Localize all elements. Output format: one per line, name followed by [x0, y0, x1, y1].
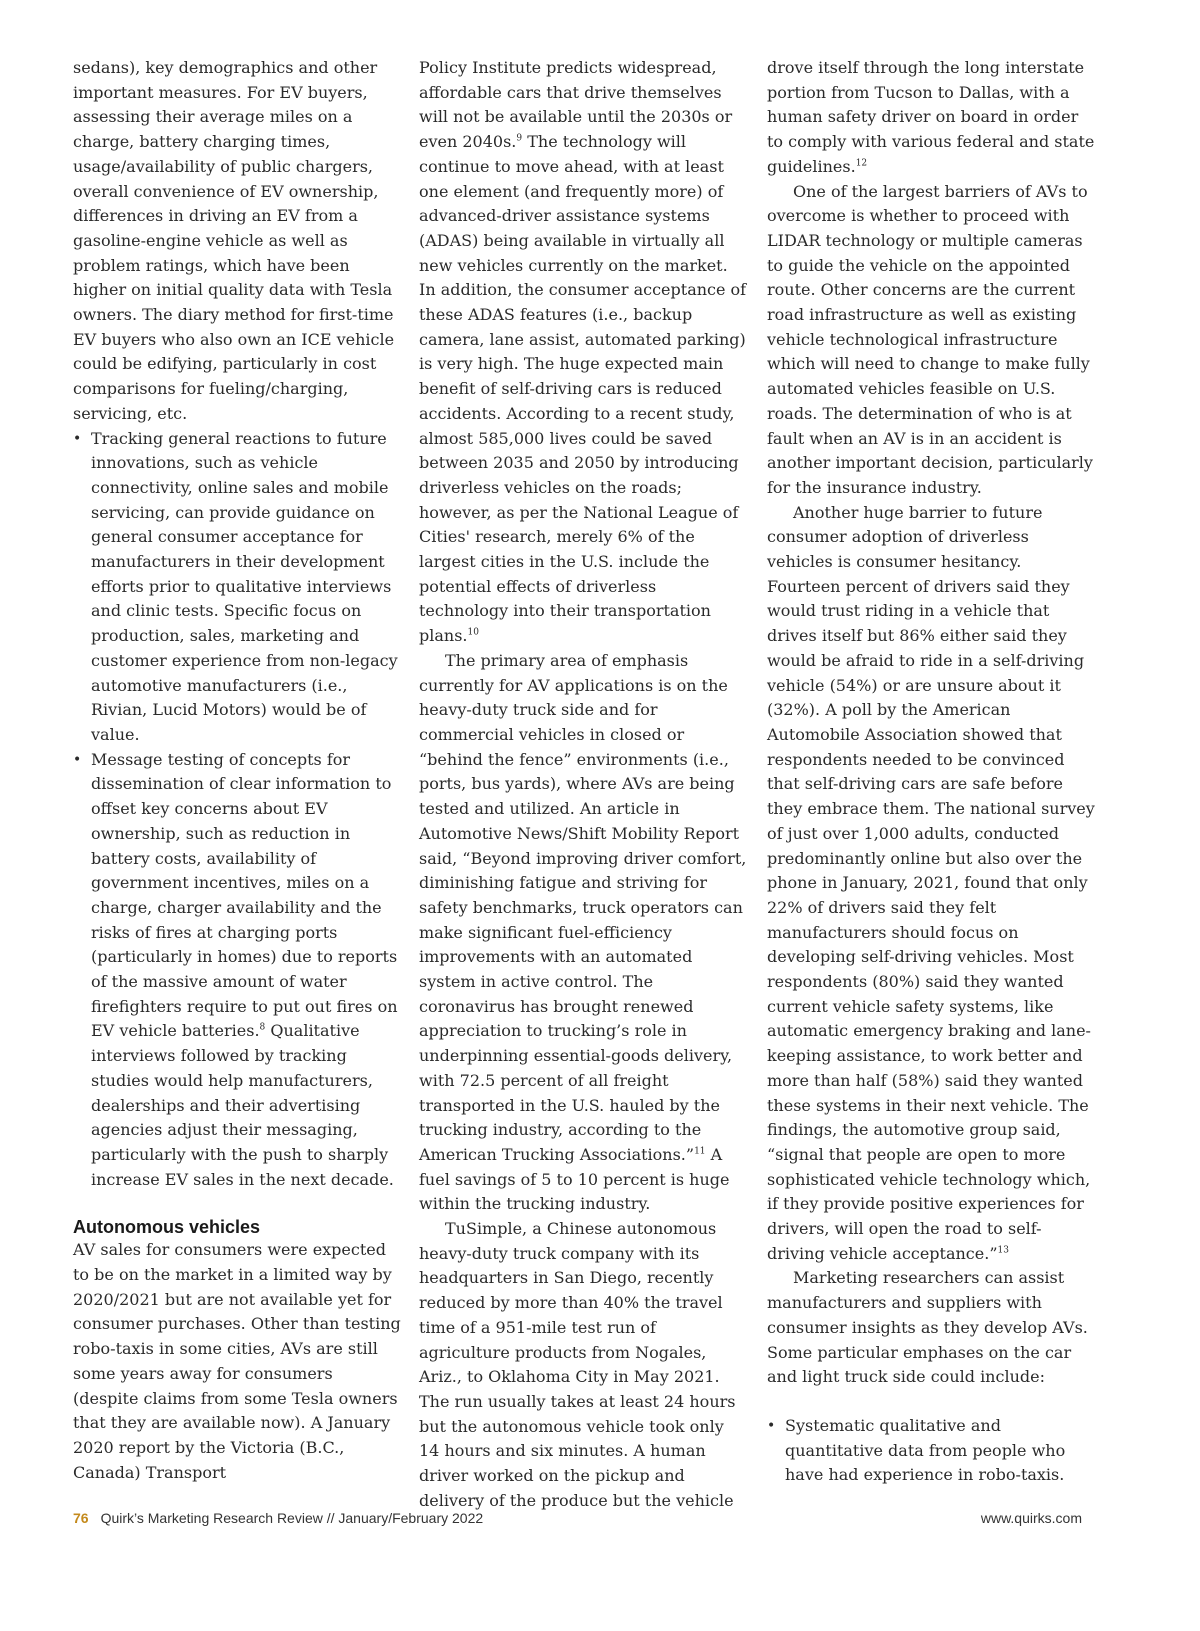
column-2	[419, 56, 749, 1513]
text-run: Policy Institute predicts widespread, affordable cars that drive themselves will not be available until the 2030s or even 2040s.	[419, 58, 733, 152]
paragraph	[767, 56, 1097, 180]
text-run: A fuel savings of 5 to 10 percent is huge within the trucking industry.	[419, 1144, 730, 1214]
footnote-ref: 12	[855, 158, 868, 169]
footer-left	[73, 1510, 483, 1526]
bullet-item	[73, 748, 403, 1193]
bullet-icon: •	[767, 1417, 776, 1434]
page-footer	[73, 1510, 1082, 1526]
footnote-ref: 10	[467, 627, 479, 638]
page-number: 76	[73, 1510, 89, 1526]
bullet-text: Tracking general reactions to future innovations, such as vehicle connectivity, online sales and mobile servicing, can provide guidance on general consumer acceptance for manufacturers in their development efforts prior to qualitative interviews and clinic tests. Specific focus on production, sales, marketing and customer experience from non-legacy automotive manufacturers (i.e., Rivian, Lucid Motors) would be of value.	[91, 428, 398, 744]
paragraph	[767, 501, 1097, 1267]
text-run: The primary area of emphasis currently for AV applications is on the heavy-duty truck side and for commercial vehicles in closed or “behind the fence” environments (i.e., ports, bus yards), where AVs are being tested and utilized. An article in Automotive News/Shift Mobility Report said, “Beyond improving driver comfort, diminishing fatigue and striving for safety benchmarks, truck operators can make significant fuel-efficiency improvements with an automated system in active control. The coronavirus has brought renewed appreciation to trucking’s role in underpinning essential-goods delivery, with 72.5 percent of all freight transported in the U.S. hauled by the trucking industry, according to the American Trucking Associations.”	[419, 650, 747, 1164]
paragraph: Marketing researchers can assist manufacturers and suppliers with consumer insights as they develop AVs. Some particular emphases on the car and light truck side could include:	[767, 1268, 1088, 1387]
column-3	[767, 56, 1097, 1488]
column-1	[73, 56, 403, 1485]
paragraph	[419, 649, 749, 1217]
bullet-text-cont: Qualitative interviews followed by tracking studies would help manufacturers, dealerships and their advertising agencies adjust their messaging, particularly with the push to sharply increase EV sales in the next decade.	[91, 1021, 394, 1189]
text-run: The technology will continue to move ahead, with at least one element (and frequently more) of advanced-driver assistance systems (ADAS) being available in virtually all new vehicles currently on the market. In addition, the consumer acceptance of these ADAS features (i.e., backup camera, lane assist, automated parking) is very high. The huge expected main benefit of self-driving cars is reduced accidents. According to a recent study, almost 585,000 lives could be saved between 2035 and 2050 by introducing driverless vehicles on the roads; however, as per the National League of Cities' research, merely 6% of the largest cities in the U.S. include the potential effects of driverless technology into their transportation plans.	[419, 132, 747, 646]
bullet-icon: •	[73, 751, 82, 768]
bullet-text: Systematic qualitative and quantitative data from people who have had experience in robo-taxis.	[785, 1415, 1066, 1485]
bullet-text-part: Message testing of concepts for dissemination of clear information to offset key concerns about EV ownership, such as reduction in battery costs, availability of government incentives, miles on a charge, charger availability and the risks of fires at charging ports (particularly in homes) due to reports of the massive amount of water firefighters require to put out fires on EV vehicle batteries.	[91, 749, 398, 1041]
paragraph: TuSimple, a Chinese autonomous heavy-duty truck company with its headquarters in San Diego, recently reduced by more than 40% the travel time of a 951-mile test run of agriculture products from Nogales, Ariz., to Oklahoma City in May 2021. The run usually takes at least 24 hours but the autonomous vehicle took only 14 hours and six minutes. A human driver worked on the pickup and delivery of the produce but the vehicle	[419, 1219, 736, 1510]
bullet-item	[767, 1414, 1097, 1488]
footnote-ref: 9	[516, 133, 523, 144]
website-link[interactable]: www.quirks.com	[980, 1510, 1082, 1526]
section-heading: Autonomous vehicles	[73, 1217, 261, 1238]
paragraph: sedans), key demographics and other important measures. For EV buyers, assessing their average miles on a charge, battery charging times, usage/availability of public chargers, overall convenience of EV ownership, differences in driving an EV from a gasoline-engine vehicle as well as problem ratings, which have been higher on initial quality data with Tesla owners. The diary method for first-time EV buyers who also own an ICE vehicle could be edifying, particularly in cost comparisons for fueling/charging, servicing, etc.	[73, 58, 395, 423]
paragraph: AV sales for consumers were expected to be on the market in a limited way by 2020/2021 but are not available yet for consumer purchases. Other than testing robo-taxis in some cities, AVs are still some years away for consumers (despite claims from some Tesla owners that they are available now). A January 2020 report by the Victoria (B.C., Canada) Transport	[73, 1240, 401, 1482]
bullet-item	[73, 427, 403, 748]
paragraph: One of the largest barriers of AVs to overcome is whether to proceed with LIDAR technology or multiple cameras to guide the vehicle on the appointed route. Other concerns are the current road infrastructure as well as existing vehicle technological infrastructure which will need to change to make fully automated vehicles feasible on U.S. roads. The determination of who is at fault when an AV is in an accident is another important decision, particularly for the insurance industry.	[767, 181, 1093, 497]
bullet-text	[91, 748, 403, 1193]
footnote-ref: 8	[259, 1023, 266, 1034]
text-run: Another huge barrier to future consumer adoption of driverless vehicles is consumer hesitancy. Fourteen percent of drivers said they would trust riding in a vehicle that drives itself but 86% either said they would be afraid to ride in a self-driving vehicle (54%) or are unsure about it (32%). A poll by the American Automobile Association showed that respondents needed to be convinced that self-driving cars are safe before they embrace them. The national survey of just over 1,000 adults, conducted predominantly online but also over the phone in January, 2021, found that only 22% of drivers said they felt manufacturers should focus on developing self-driving vehicles. Most respondents (80%) said they wanted current vehicle safety systems, like automatic emergency braking and lane-keeping assistance, to work better and more than half (58%) said they wanted these systems in their next vehicle. The findings, the automotive group said, “signal that people are open to more sophisticated vehicle technology which, if they provide positive experiences for drivers, will open the road to self-driving vehicle acceptance.”	[767, 502, 1095, 1263]
text-run: drove itself through the long interstate portion from Tucson to Dallas, with a human safety driver on board in order to comply with various federal and state guidelines.	[767, 58, 1095, 176]
paragraph	[419, 56, 749, 649]
bullet-icon: •	[73, 430, 82, 447]
publication-name: Quirk’s Marketing Research Review // January/February 2022	[100, 1510, 484, 1526]
footnote-ref: 13	[997, 1245, 1009, 1256]
footnote-ref: 11	[694, 1146, 706, 1157]
